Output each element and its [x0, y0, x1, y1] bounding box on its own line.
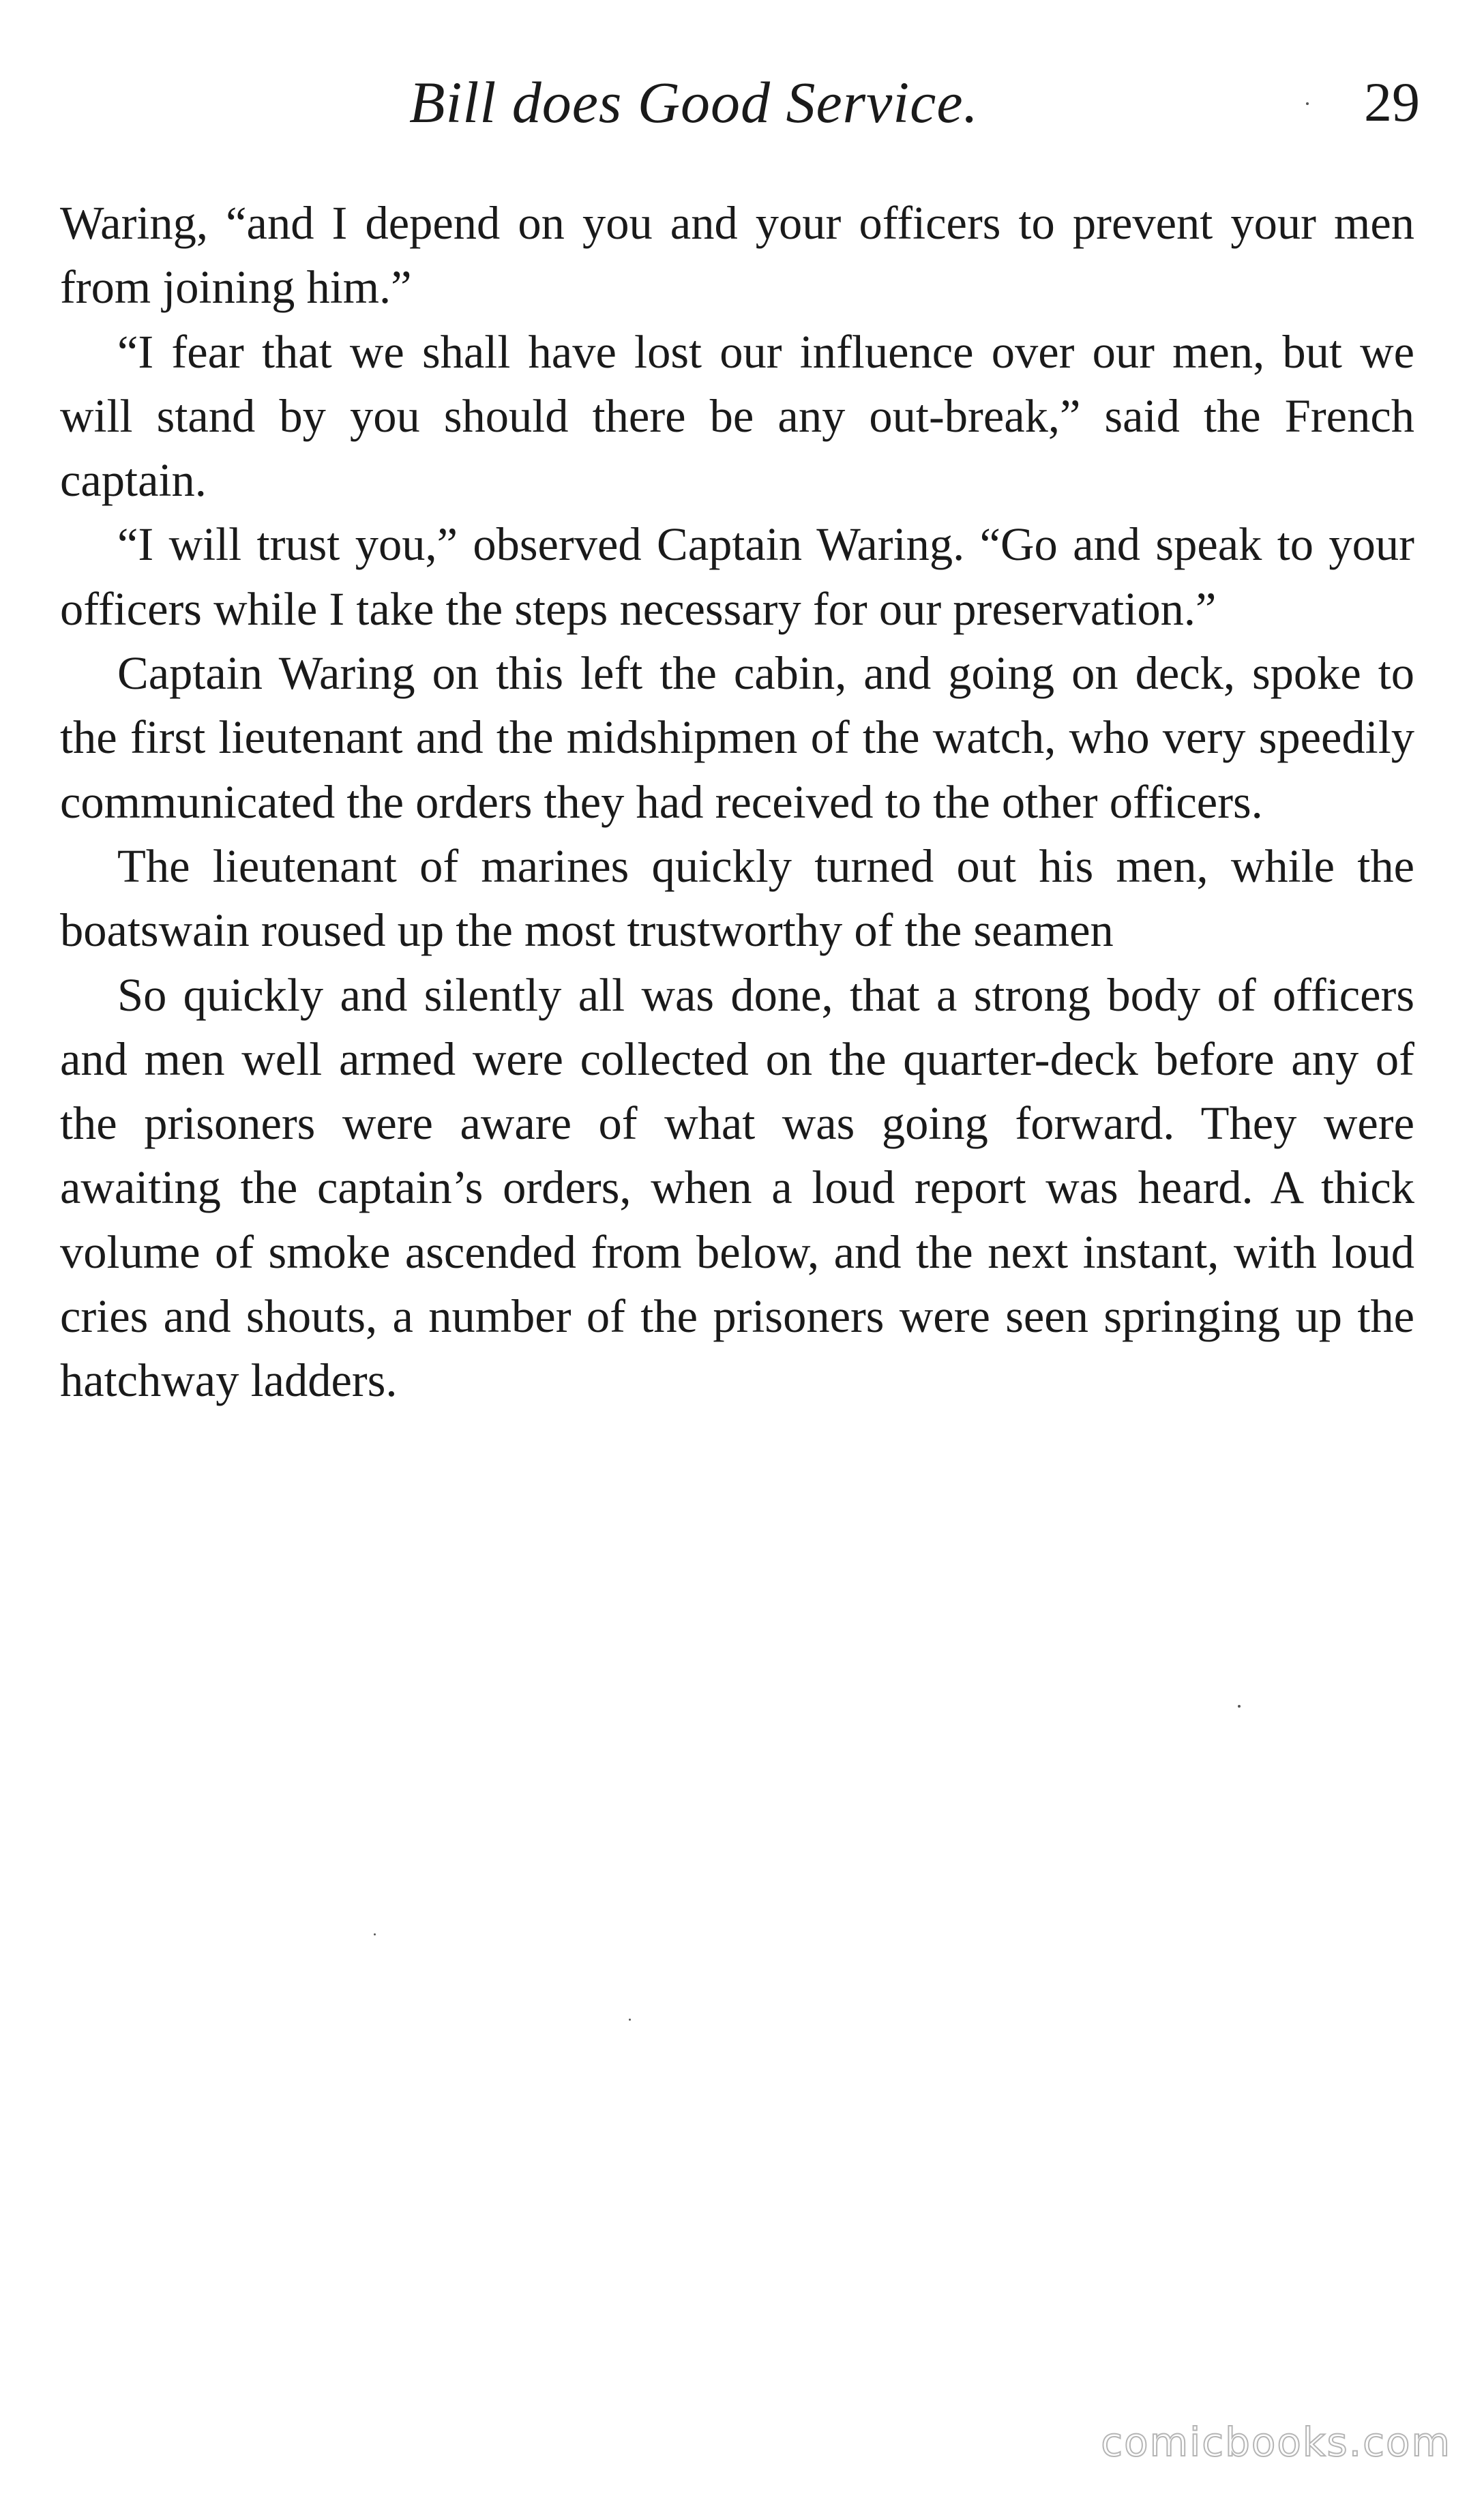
page-number: 29: [1364, 71, 1420, 133]
paragraph: So quickly and silently all was done, that a strong body of officers and men well armed were collected on the quarter-deck before any of the prisoners were aware of what was going forward. They were awaiting the captain’s orders, when a loud report was heard. A thick volume of smoke ascended from below, and the next instant, with loud cries and shouts, a number of the prisoners were seen springing up the hatchway ladders.: [60, 968, 1414, 1407]
print-speck: [1238, 1705, 1241, 1708]
body-text: [60, 191, 1414, 1413]
print-speck: [1306, 102, 1309, 105]
paragraph: The lieutenant of marines quickly turned out his men, while the boatswain roused up the most trustworthy of the seamen: [60, 840, 1414, 957]
paragraph: “I fear that we shall have lost our influence over our men, but we will stand by you should there be any out-break,” said the French captain.: [60, 325, 1414, 507]
print-speck: [374, 1933, 376, 1935]
paragraph: Captain Waring on this left the cabin, and going on deck, spoke to the first lieutenant and the midshipmen of the watch, who very speedily communicated the orders they had received to the other officers.: [60, 647, 1414, 828]
running-head: [409, 61, 1432, 143]
watermark: comicbooks.com: [1101, 2419, 1451, 2465]
print-speck: [629, 2019, 631, 2021]
running-title: Bill does Good Service.: [409, 70, 979, 135]
paragraph: Waring, “and I depend on you and your officers to prevent your men from joining him.”: [60, 197, 1414, 314]
paragraph: “I will trust you,” observed Captain Waring. “Go and speak to your officers while I take the steps necessary for our preservation.”: [60, 518, 1414, 635]
